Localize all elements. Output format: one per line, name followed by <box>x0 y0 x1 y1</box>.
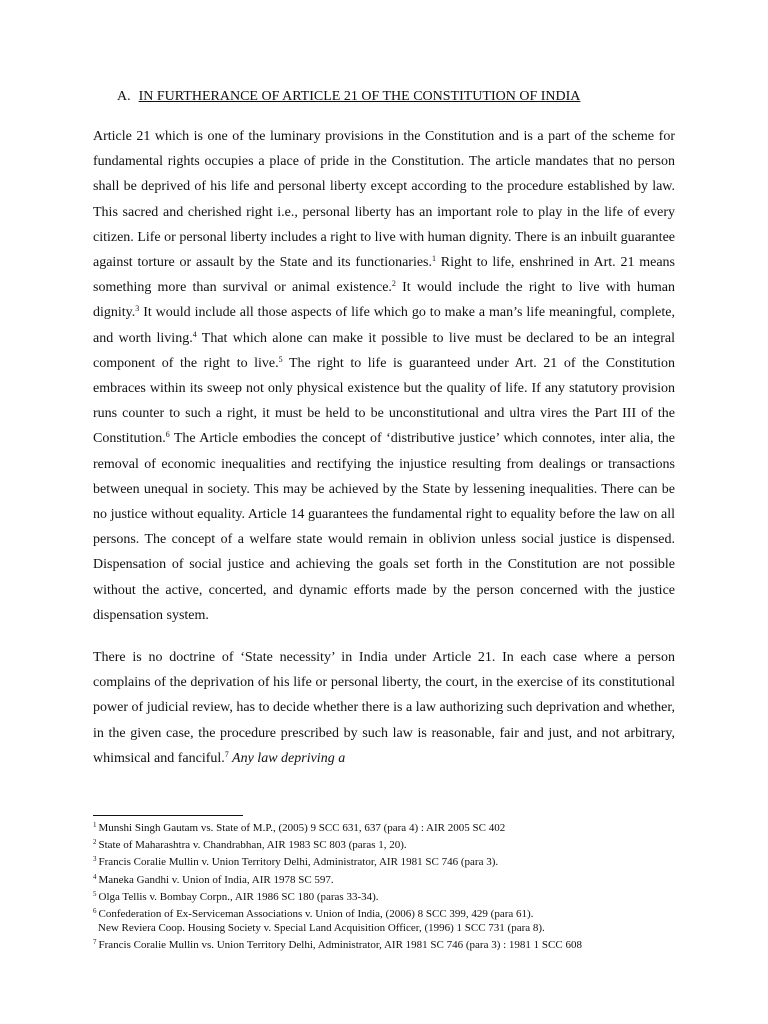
footnote-number: 5 <box>93 889 97 898</box>
footnote-ref[interactable]: 1 <box>432 254 437 264</box>
paragraph-text: Article 21 which is one of the luminary provisions in the Constitution and is a part of the scheme for fundamental rights occupies a place of pride in the Constitution. The article mandates that no person shall be deprived of his life and personal liberty except according to the procedure established by law. This sacred and cherished right i.e., personal liberty has an important role to play in the life of every citizen. Life or personal liberty includes a right to live with human dignity. There is an inbuilt guarantee against torture or assault by the State and its functionaries. <box>93 129 675 271</box>
paragraph-text: The right to life is guaranteed under Art. 21 of the Constitution embraces within its sweep not only physical existence but the quality of life. If any statutory provision runs counter to such a right, it must be held to be unconstitutional and ultra vires the Part III of the Constitution. <box>93 355 676 447</box>
footnote-text: Confederation of Ex-Serviceman Associations v. Union of India, (2006) 8 SCC 399, 429 (para 61). <box>98 908 534 921</box>
footnote-item <box>93 852 683 869</box>
footnote-ref[interactable]: 7 <box>224 749 229 759</box>
body-paragraph-1 <box>93 124 675 628</box>
paragraph-text: It would include the right to live with human dignity. <box>93 280 675 321</box>
footnote-ref[interactable]: 6 <box>165 430 170 440</box>
footnote-item <box>93 870 683 887</box>
footnote-ref[interactable]: 2 <box>391 279 396 289</box>
paragraph-text: There is no doctrine of ‘State necessity’ in India under Article 21. In each case where a person complains of the deprivation of his life or personal liberty, the court, in the exercise of its constitutional power of judicial review, has to decide whether there is a law authorizing such deprivation and whether, in the given case, the procedure prescribed by such law is reasonable, fair and just, and not arbitrary, whimsical and fanciful. <box>93 650 675 766</box>
footnote-number: 3 <box>93 855 97 864</box>
footnote-text: Francis Coralie Mullin v. Union Territory Delhi, Administrator, AIR 1981 SC 746 (para 3). <box>98 856 499 869</box>
footnote-ref[interactable]: 3 <box>135 304 140 314</box>
footnote-text: Munshi Singh Gautam vs. State of M.P., (2005) 9 SCC 631, 637 (para 4) : AIR 2005 SC 402 <box>98 822 506 834</box>
footnote-number: 1 <box>93 821 97 829</box>
footnote-ref[interactable]: 5 <box>278 354 283 364</box>
footnote-number: 4 <box>93 872 97 881</box>
footnote-number: 7 <box>93 938 97 947</box>
footnote-text: Maneka Gandhi v. Union of India, AIR 1978 SC 597. <box>98 873 334 886</box>
document-page <box>93 0 675 771</box>
footnote-ref[interactable]: 4 <box>192 329 197 339</box>
paragraph-text: It would include all those aspects of life which go to make a man’s life meaningful, complete, and worth living. <box>93 305 675 346</box>
footnote-text: New Reviera Coop. Housing Society v. Special Land Acquisition Officer, (1996) 1 SCC 731 (para 8). <box>98 922 545 935</box>
paragraph-text: The Article embodies the concept of ‘distributive justice’ which connotes, inter alia, the removal of economic inequalities and rectifying the injustice resulting from dealings or transactions between unequal in society. This may be achieved by the State by lessening inequalities. There can be no justice without equality. Article 14 guarantees the fundamental right to equality before the law on all persons. The concept of a welfare state would remain in oblivion unless social justice is dispensed. Dispensation of social justice and achieving the goals set forth in the Constitution are not possible without the active, concerted, and dynamic efforts made by the person concerned with the justice dispensation system. <box>93 431 675 623</box>
footnote-text: Olga Tellis v. Bombay Corpn., AIR 1986 SC 180 (paras 33-34). <box>98 890 379 903</box>
section-letter: A. <box>117 89 131 104</box>
footnote-number: 6 <box>93 907 97 916</box>
footnote-item <box>93 887 683 904</box>
paragraph-text: Right to life, enshrined in Art. 21 means something more than survival or animal existence. <box>93 255 676 296</box>
footnote-number: 2 <box>93 838 97 847</box>
section-title: IN FURTHERANCE OF ARTICLE 21 OF THE CONSTITUTION OF INDIA <box>138 89 581 104</box>
footnote-continuation <box>93 921 683 935</box>
footnote-item <box>93 818 683 835</box>
footnote-separator <box>93 815 243 816</box>
footnote-text: Francis Coralie Mullin vs. Union Territory Delhi, Administrator, AIR 1981 SC 746 (para 3) : 1981 1 SCC 608 <box>98 939 582 952</box>
footnote-item <box>93 835 683 852</box>
footnote-item <box>93 904 683 921</box>
body-paragraph-2 <box>93 645 675 771</box>
paragraph-italic-text: Any law depriving a <box>228 750 346 766</box>
footnote-text: State of Maharashtra v. Chandrabhan, AIR 1983 SC 803 (paras 1, 20). <box>98 839 407 852</box>
footnote-item <box>93 935 683 952</box>
footnotes <box>93 818 683 953</box>
section-heading <box>93 0 675 106</box>
paragraph-text: That which alone can make it possible to live must be declared to be an integral component of the right to live. <box>93 330 676 371</box>
